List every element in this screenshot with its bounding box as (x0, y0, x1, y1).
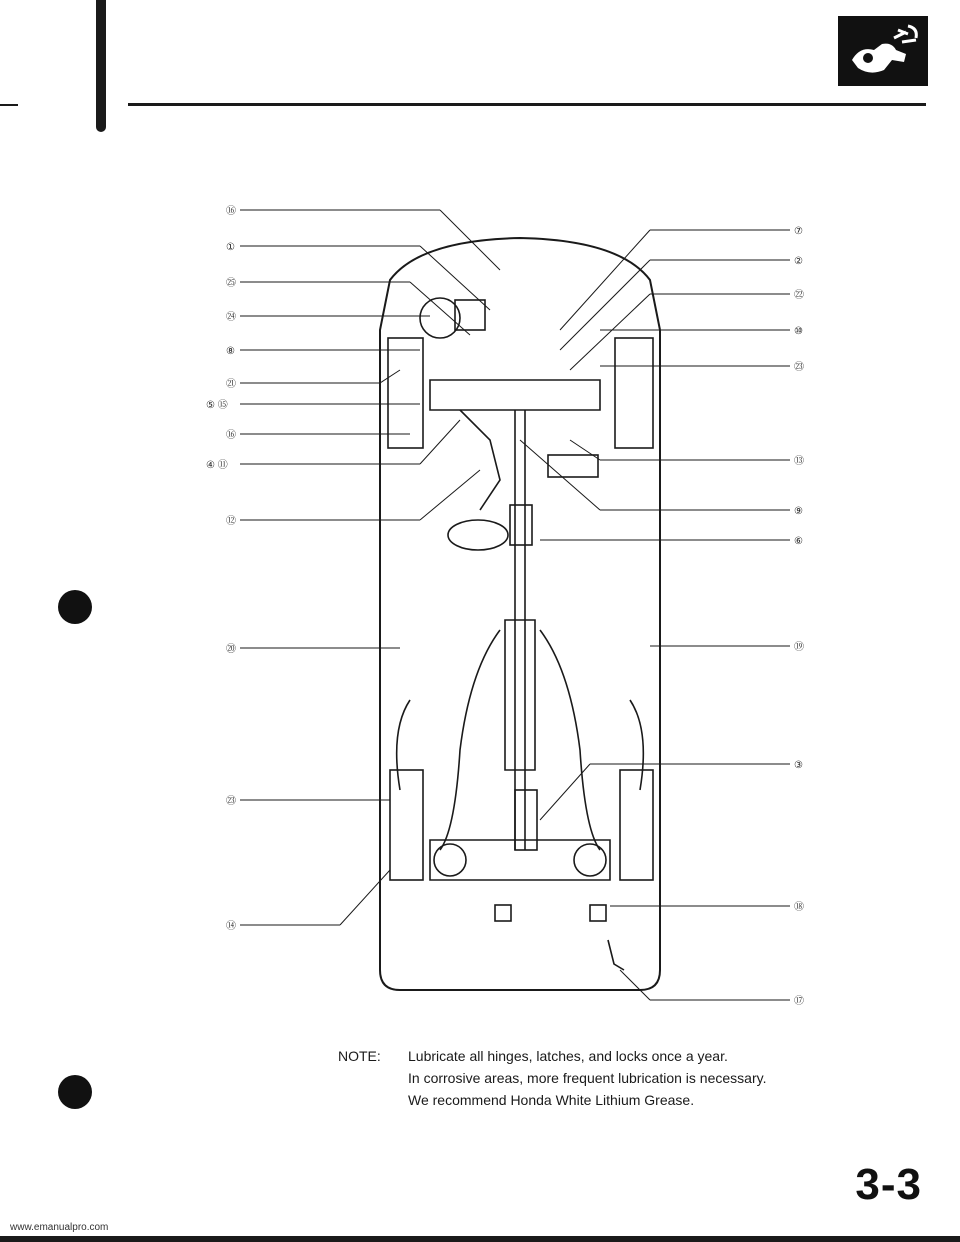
callout-right-9: ③ (794, 760, 803, 771)
callout-left-5: ㉑ (226, 379, 236, 390)
note-text-3: We recommend Honda White Lithium Grease. (408, 1092, 695, 1108)
callout-right-6: ⑨ (794, 506, 803, 517)
callout-left-0: ⑯ (226, 206, 236, 217)
callout-right-11: ⑰ (794, 996, 804, 1007)
callout-right-10: ⑱ (794, 902, 804, 913)
callout-left-1: ① (226, 242, 235, 253)
callout-left-12: ⑭ (226, 921, 236, 932)
callout-left-6: ⑤ ⑮ (206, 400, 228, 411)
grease-gun-icon (838, 16, 928, 86)
note-text-1: Lubricate all hinges, latches, and locks once a year. (408, 1048, 728, 1064)
chassis-details (388, 298, 653, 970)
callout-left-7: ⑯ (226, 430, 236, 441)
callout-right-0: ⑦ (794, 226, 803, 237)
car-body-outline (380, 238, 660, 990)
callout-left-10: ⑳ (226, 644, 236, 655)
callout-right-8: ⑲ (794, 642, 804, 653)
lubrication-points-diagram (0, 150, 960, 1030)
bullet-dot (58, 1075, 92, 1109)
footer-rule (0, 1236, 960, 1242)
callout-left-8: ④ ⑪ (206, 460, 228, 471)
callouts-right (794, 226, 804, 1007)
note-text-2: In corrosive areas, more frequent lubrication is necessary. (408, 1070, 767, 1086)
callout-left-9: ⑫ (226, 516, 236, 527)
callout-left-2: ㉕ (226, 278, 236, 289)
callout-right-1: ② (794, 256, 803, 267)
left-tick (0, 104, 18, 106)
callout-right-7: ⑥ (794, 536, 803, 547)
website-url[interactable]: www.emanualpro.com (10, 1222, 109, 1233)
callout-left-4: ⑧ (226, 346, 235, 357)
note-line-3 (338, 1089, 766, 1111)
callout-right-3: ⑩ (794, 326, 803, 337)
callout-left-3: ㉔ (226, 312, 236, 323)
header-rule (128, 103, 926, 106)
note-line-2 (338, 1067, 766, 1089)
callout-right-5: ⑬ (794, 456, 804, 467)
page-number: 3-3 (855, 1160, 922, 1209)
lubrication-note (338, 1045, 766, 1111)
callout-right-4: ㉓ (794, 362, 804, 373)
callouts-left (206, 205, 236, 932)
callout-right-2: ㉒ (794, 290, 804, 301)
note-line-1 (338, 1045, 766, 1067)
callout-left-11: ㉓ (226, 796, 236, 807)
note-label: NOTE: (338, 1048, 381, 1064)
left-margin-bar (96, 0, 106, 132)
